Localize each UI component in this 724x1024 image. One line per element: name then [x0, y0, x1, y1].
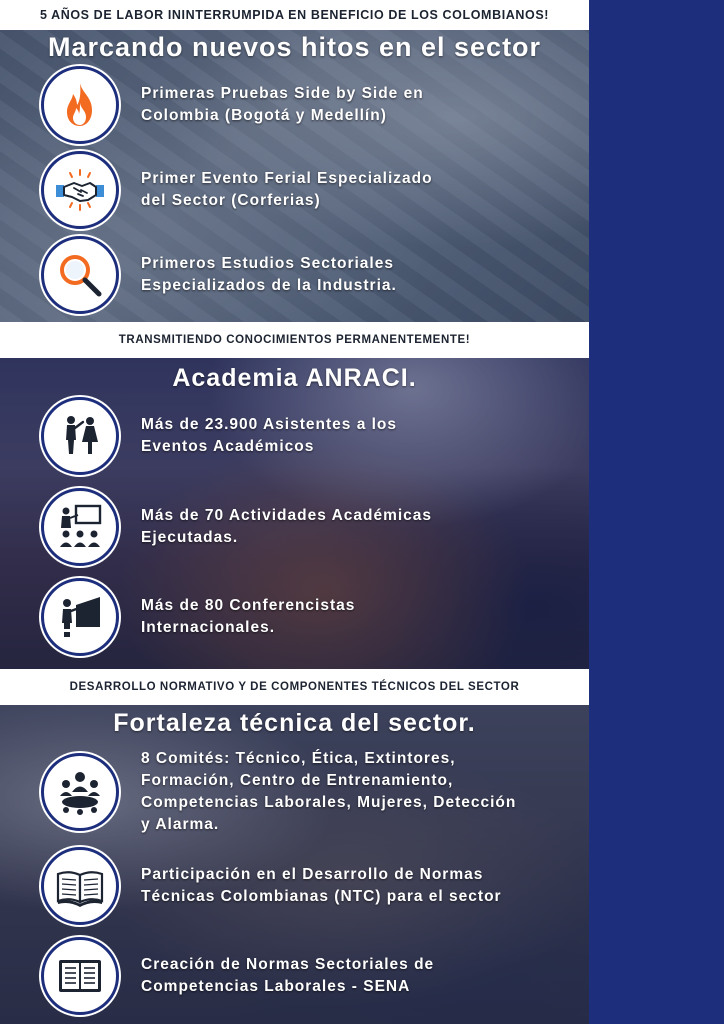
- text-line: Técnicas Colombianas (NTC) para el sector: [141, 888, 502, 905]
- milestone-item-side-by-side: [41, 66, 581, 144]
- handshake-icon: [41, 151, 119, 229]
- text-line: Más de 70 Actividades Académicas: [141, 507, 433, 524]
- academy-item-lecturers: [41, 578, 581, 656]
- middle-banner: TRANSMITIENDO CONOCIMIENTOS PERMANENTEMENTE!: [0, 322, 589, 358]
- section-technical-heading: Fortaleza técnica del sector.: [113, 709, 476, 737]
- milestone-text: [141, 83, 424, 127]
- section-milestones: [0, 30, 589, 322]
- text-line: Más de 23.900 Asistentes a los: [141, 416, 398, 433]
- academy-text: [141, 414, 397, 458]
- technical-item-committees: [41, 748, 581, 836]
- text-line: del Sector (Corferias): [141, 192, 321, 209]
- section-academy-heading: Academia ANRACI.: [172, 364, 417, 392]
- text-line: Primeros Estudios Sectoriales: [141, 255, 394, 272]
- standards-book-icon: [41, 937, 119, 1015]
- text-line: Creación de Normas Sectoriales de: [141, 956, 435, 973]
- text-line: 8 Comités: Técnico, Ética, Extintores,: [141, 750, 456, 767]
- academy-item-attendees: [41, 397, 581, 475]
- section-technical: [0, 705, 589, 1024]
- lecturer-icon: [41, 578, 119, 656]
- text-line: y Alarma.: [141, 816, 220, 833]
- text-line: Primer Evento Ferial Especializado: [141, 170, 433, 187]
- text-line: Colombia (Bogotá y Medellín): [141, 107, 387, 124]
- text-line: Competencias Laborales, Mujeres, Detección: [141, 794, 517, 811]
- milestone-text: [141, 253, 397, 297]
- text-line: Competencias Laborales - SENA: [141, 978, 411, 995]
- technical-item-ntc: [41, 847, 581, 925]
- presenters-icon: [41, 397, 119, 475]
- section-milestones-heading: Marcando nuevos hitos en el sector: [47, 32, 542, 62]
- text-line: Más de 80 Conferencistas: [141, 597, 356, 614]
- open-book-icon: [41, 847, 119, 925]
- bottom-banner: DESARROLLO NORMATIVO Y DE COMPONENTES TÉCNICOS DEL SECTOR: [0, 669, 589, 705]
- text-line: Participación en el Desarrollo de Normas: [141, 866, 484, 883]
- fire-icon: [41, 66, 119, 144]
- text-line: Primeras Pruebas Side by Side en: [141, 85, 424, 102]
- text-line: Ejecutadas.: [141, 529, 239, 546]
- top-banner: 5 AÑOS DE LABOR ININTERRUMPIDA EN BENEFICIO DE LOS COLOMBIANOS!: [0, 0, 589, 30]
- committee-icon: [41, 753, 119, 831]
- magnifier-icon: [41, 236, 119, 314]
- technical-text: [141, 864, 502, 908]
- milestone-item-studies: [41, 236, 581, 314]
- technical-text: [141, 748, 516, 836]
- text-line: Formación, Centro de Entrenamiento,: [141, 772, 454, 789]
- academy-text: [141, 505, 432, 549]
- academy-text: [141, 595, 355, 639]
- technical-item-sena: [41, 937, 581, 1015]
- text-line: Eventos Académicos: [141, 438, 315, 455]
- classroom-icon: [41, 488, 119, 566]
- milestone-text: [141, 168, 433, 212]
- text-line: Internacionales.: [141, 619, 276, 636]
- section-academy: [0, 358, 589, 669]
- academy-item-activities: [41, 488, 581, 566]
- text-line: Especializados de la Industria.: [141, 277, 397, 294]
- technical-text: [141, 954, 434, 998]
- milestone-item-trade-fair: [41, 151, 581, 229]
